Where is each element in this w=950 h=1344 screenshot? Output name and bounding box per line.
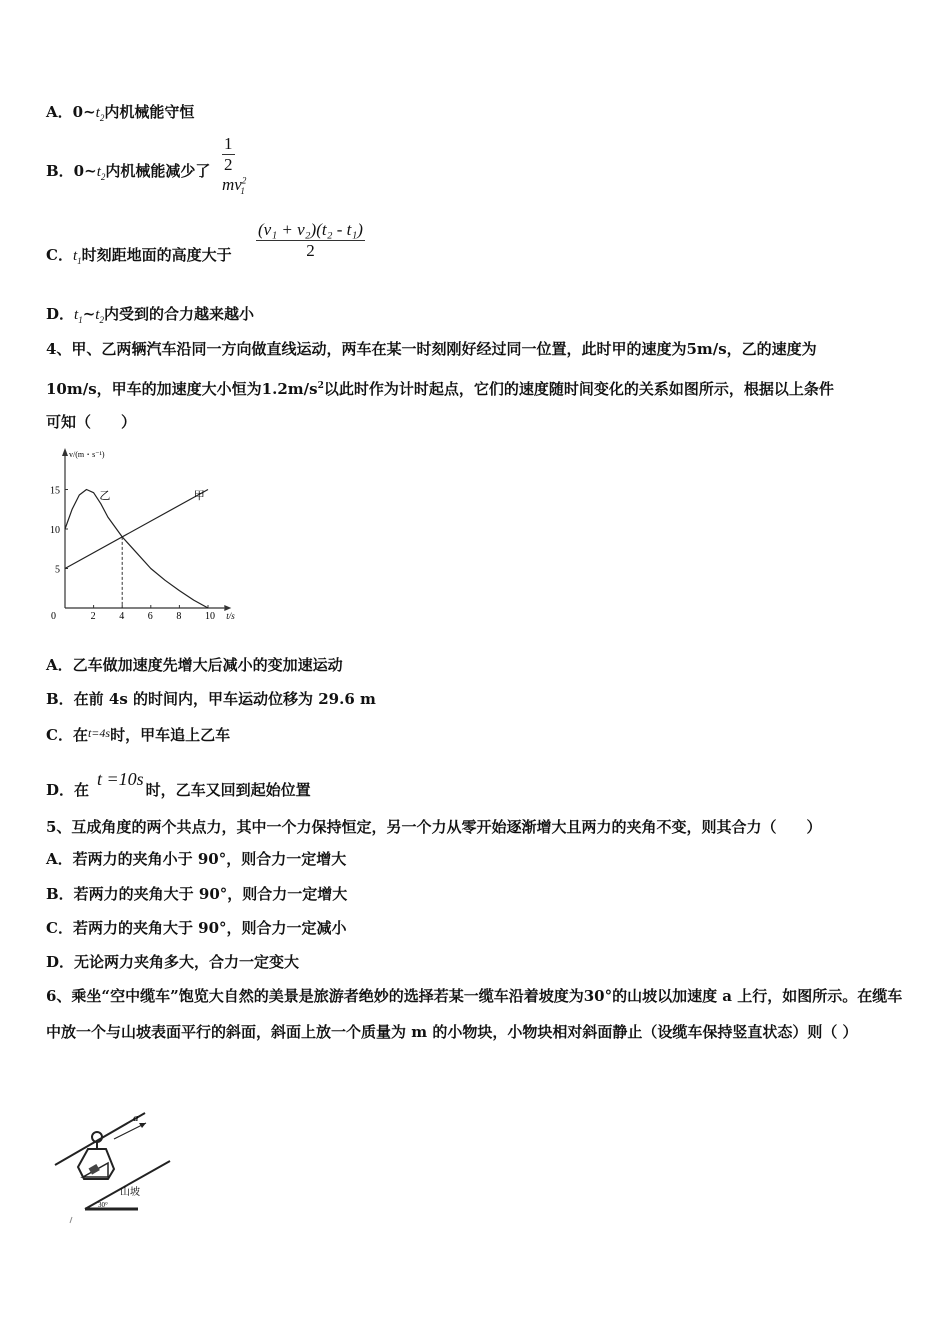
cable-line: [55, 1113, 145, 1165]
q4-option-d: D．在t =10s时，乙车又回到起始位置: [46, 769, 311, 799]
q4-option-b: B．在前 4s 的时间内，甲车运动位移为 29.6 m: [46, 690, 376, 708]
series-jia-line: [65, 490, 208, 569]
angle-label: 30°: [98, 1201, 108, 1209]
q3-b-formula: $\frac{1}{2}$ $mv^2_1$: [222, 134, 247, 197]
y-axis-arrow: [62, 448, 68, 456]
q5-option-a: A．若两力的夹角小于 90°，则合力一定增大: [46, 850, 347, 868]
velocity-time-chart: [44, 444, 254, 620]
series-yi-line: [65, 490, 208, 609]
hatch-mark: [70, 1217, 72, 1223]
cable-car-figure: [50, 1105, 200, 1225]
q3-option-a: A．$0\sim t_2$内机械能守恒: [46, 103, 195, 123]
q3-option-d: D．$t_1\sim t_2$内受到的合力越来越小: [46, 305, 254, 325]
x-tick-label: 2: [90, 611, 96, 620]
x-tick-label: 0: [51, 611, 56, 620]
q4-stem-line2: 10m/s，甲车的加速度大小恒为$1.2m/s^2$以此时作为计时起点，它们的速度随时间变化的关系如图所示，根据以上条件: [46, 380, 834, 398]
x-tick-label: 8: [176, 611, 182, 620]
q5-option-b: B．若两力的夹角大于 90°，则合力一定增大: [46, 885, 348, 903]
acceleration-label: a: [133, 1112, 139, 1124]
series-jia-label: 甲: [193, 489, 205, 502]
q4-option-a: A．乙车做加速度先增大后减小的变加速运动: [46, 656, 343, 674]
q4-stem-line1: 4、甲、乙两辆汽车沿同一方向做直线运动，两车在某一时刻刚好经过同一位置，此时甲的速度为5m/s，乙的速度为: [46, 340, 817, 358]
q5-option-c: C．若两力的夹角大于 90°，则合力一定减小: [46, 919, 347, 937]
y-tick-label: 15: [50, 485, 60, 497]
x-axis-label: t/s: [226, 611, 235, 620]
y-tick-label: 5: [55, 564, 60, 576]
q5-option-d: D．无论两力夹角多大，合力一定变大: [46, 953, 300, 971]
x-tick-label: 10: [205, 611, 215, 620]
y-tick-label: 10: [50, 525, 60, 536]
q4-option-c: C．在$^{t=4s}$时，甲车追上乙车: [46, 726, 231, 744]
q4-stem-line3: 可知（ ）: [46, 413, 137, 431]
q6-stem: 6、乘坐“空中缆车”饱览大自然的美景是旅游者绝妙的选择若某一缆车沿着坡度为30°的山坡以加速度 a 上行，如图所示。在缆车中放一个与山坡表面平行的斜面，斜面上放一个质量为 m 的小物块，小物块相对斜面静止（设缆车保持竖直状态）则（ ）: [46, 987, 903, 1041]
slope-label: 山坡: [120, 1187, 140, 1198]
series-yi-label: 乙: [99, 489, 111, 502]
q3-option-c: C．$t_1$时刻距地面的高度大于: [46, 246, 232, 266]
q5-stem: 5、互成角度的两个共点力，其中一个力保持恒定，另一个力从零开始逐渐增大且两力的夹角不变，则其合力（ ）: [46, 818, 822, 836]
q3-c-formula: $\frac{\text{(v₁ + v₂)(t₂ - t₁)}}{2}$: [258, 220, 363, 260]
y-axis-label: v/(m・s⁻¹): [69, 450, 105, 459]
q3-option-b: B．$0\sim t_2$内机械能减少了: [46, 162, 211, 182]
x-tick-label: 4: [119, 611, 125, 620]
x-tick-label: 6: [147, 611, 153, 620]
